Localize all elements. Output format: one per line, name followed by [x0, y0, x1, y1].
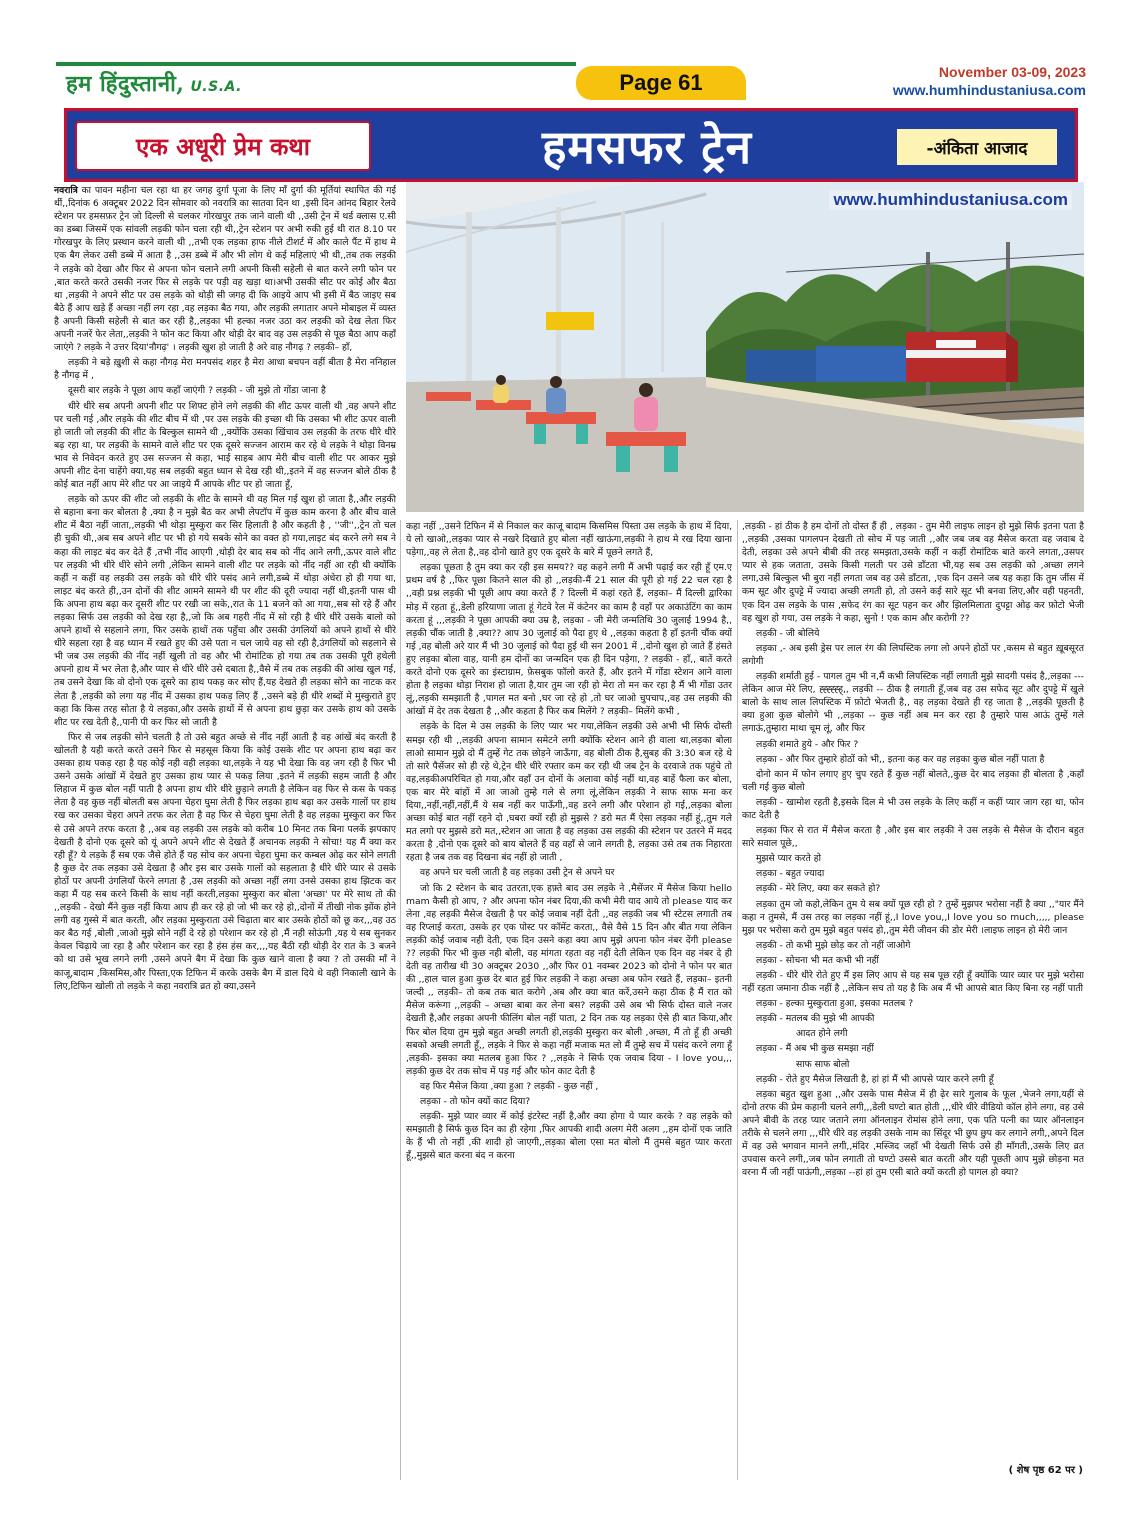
dialogue-line: साफ साफ बोलो	[796, 1058, 850, 1070]
story-headline: हमसफर ट्रेन	[541, 120, 753, 174]
dialogue-line: मुझसे प्यार करते हो	[756, 853, 821, 865]
story-title-banner	[64, 108, 1078, 182]
article-paragraph: जो कि 2 स्टेशन के बाद उतरता,एक हफ़्ते बाद उस लड़के ने ,मैसेंजर में मैसेज किया hello mam कैसी हो आप, ? और अपना फोन नंबर दिया,की कभी मेरी याद आये तो please याद कर लेना ,वह लड़की मैसेज देखती है पर कोई जवाब नहीं देती ,,वह लड़की जब भी स्टेटस लगाती तब वह रिप्लाई करता, उसके हर एक पोस्ट पर कॉमेंट करता,, वैसे वैसे 15 दिन और बीत गया लेकिन लड़की कोई जवाब नही देती, एक दिन उसने कहा क्या आप मुझे अपना फोन नंबर देंगी please ?? लड़की फिर भी कुछ नही बोली, वह मांगता रहता वह नहीं देती लेकिन एक दिन वह नंबर दे ही देती वह तारीख थी 30 अक्टूबर 2030 ,,और फिर 01 नवम्बर 2023 को दोनो ने फोन पर बात की ,,हाल चाल हुआ कुछ देर बात हुई फिर लड़की ने कहा अच्छा अब फोन रखते हैं, लड़का– इतनी जल्दी ,, लड़की– तो कब तक बात करोगे ,अब और क्या बात करें,उसने कहा ठीक है मैं रात को मैसेज करूंगा ,,लड़की – अच्छा बाबा कर लेना बस? लड़की उसे अब भी सिर्फ दोस्त वाले नजर देखती है,और लड़का अपनी फीलिंग बोल नहीं पाता, 2 दिन तक यह लड़का ऐसे ही बात किया,और फिर बोल दिया तुम मुझे बहुत अच्छी लगती हो,लड़की मुस्कुरा कर बोली ,अच्छा, मैं तो हूँ ही अच्छी सबको अच्छी लगती हूँ,, लड़के ने फिर से कहा नहीं मजाक मत लो मैं तुम्हे सच में पसंद करने लगा हूँ ,लड़की- इसका क्या मतलब हुआ फिर ? ,,लड़के ने सिर्फ एक जवाब दिया - I love you,,, लड़की कुछ देर तक सोच में पड़ गई और फोन काट देती है	[406, 882, 732, 1077]
dialogue-line: लड़की - मेरे लिए, क्या कर सकते हो?	[756, 883, 881, 895]
website-link[interactable]: www.humhindustaniusa.com	[892, 82, 1086, 98]
article-paragraph: लड़का बहुत खुश हुआ ,,और उसके पास मैसेज में ही ढ़ेर सारे गुलाब के फूल ,भेजने लगा,यहीं से दोनो तरफ की प्रेम कहानी चलने लगी,,,डेली घण्टो बात होती ,,,धीरे धीरे वीडियो कॉल होने लगा, वह उसे अपने बीवी के तरह प्यार जताने लगा ऑनलाइन रोमांस होने लगा, एक पति पत्नी का प्यार ऑनलाइन तरीके से चलने लगा ,,,धीरे धीरे वह लड़की उसके नाम का सिंदूर भी छुप छुप कर लगाने लगी,,अपने दिल में वह उसे भगवान मानने लगी,,मंदिर ,मस्जिद जहाँ भी देखती सिर्फ उसे ही माँगती,,उसके लिए व्रत उपवास करने लगी,,जब फोन लगाती तो घण्टो उससे बात करती और यही पूछती आप मुझे छोड़ना मत वरना मैं जी नहीं पाऊंगी,,लड़का --हां हां तुम एसी बाते क्यों करती हो पागल हो क्या?	[742, 1088, 1084, 1179]
column-divider	[737, 520, 738, 1480]
dialogue-line: आदत होने लगी	[796, 1028, 848, 1040]
article-paragraph: कहा नहीं ,,उसने टिफिन में से निकाल कर काजू बादाम किसमिस पिस्ता उस लड़के के हाथ में दिया, ये लो खाओ,,लड़का प्यार से नखरे दिखाते हुए बोला नहीं खाऊंगा,लड़की ने हाथ मे रख दिया खाना पड़ेगा,,वह ले लेता है,,वह दोनो खाते हुए एक दूसरे के बारे में पूछने लगते हैं,	[406, 521, 732, 559]
dialogue-line: लड़का - बहुत ज्यादा	[756, 868, 825, 880]
article-paragraph: धीरे धीरे सब अपनी अपनी शीट पर शिफ्ट होने लगे लड़की की शीट ऊपर वाली थी ,वह अपने शीट पर चली गई ,और लड़के की शीट बीच में थी ,पर उस लड़के की इच्छा थी कि उसका भी शीट ऊपर वाली हो जाती जो लड़की की शीट के बिल्कुल सामने थी ,,क्योंकि उसका खिंचाव उस लड़की के तरफ धीरे धीरे बढ़ रहा था, पर लड़की के सामने वाले शीट पर एक दूसरे सज्जन आराम कर रहे थे लड़के ने थोड़ा विनम्र भाव से निवेदन करते हुए उस सज्जन से कहा, भाई साहब आप मेरी बीच वाली शीट पर आकर मुझे अपनी शीट देना चाहेंगे क्या,यह सब लड़की बहुत ध्यान से देख रही थी,,इतने में वह सज्जन बोले ठीक है कोई बात नहीं आप मेरे शीट पर आ जाइये मैं आपके शीट पर हो जाता हूँ,	[54, 400, 396, 491]
dialogue-line: लड़की - जी बोलिये	[756, 627, 820, 639]
article-paragraph: लड़की - धीरे धीरे रोते हुए मैं इस लिए आप से यह सब पूछ रही हूँ क्योंकि प्यार व्यार पर मुझे भरोसा नहीं रहता जमाना ठीक नहीं है ,,लेकिन सच तो यह है कि अब मैं भी आपसे बात किए बिना रह नहीं पाती	[742, 970, 1084, 995]
page-number: Page 61	[619, 70, 703, 95]
article-paragraph: लड़का फिर से रात में मैसेज करता है ,और इस बार लड़की ने उस लड़के से मैसेज के दौरान बहुत सारे सवाल पूछे,,	[742, 825, 1084, 850]
article-column-3	[742, 520, 1084, 1484]
article-paragraph: लड़की शर्माती हुई - पागल तुम भी न,मैं कभी लिपस्टिक नहीं लगाती मुझे सादगी पसंद है,,लड़का --- लेकिन आज मेरे लिए, ह्ह्ह्ह्ह्ह्,, लड़की -- ठीक है लगाती हूँ,जब वह उस सफेद सूट और दुपट्टे में खुले बालो के साथ लाल लिपस्टिक में फ़ोटो भेजती है,, वह लड़का देखते ही रह जाता है ,,लड़की पूछती है क्या हुआ कुछ बोलोगे भी ,,लड़का -- कुछ नहीं अब मन कर रहा है तुम्हारे पास आऊं तुम्हें गले लगाऊं,तुम्हारा माथा चूम लूं, और फिर	[742, 671, 1084, 735]
publication-name	[66, 68, 242, 98]
dialogue-line: लड़की - तो कभी मुझे छोड़ कर तो नहीं जाओगे	[756, 939, 911, 951]
article-paragraph: लड़का तुम जो कहो,लेकिन तुम ये सब क्यों पूछ रही हो ? तुम्हें मुझपर भरोसा नहीं है क्या ,,"यार मैंने कहा न तुमसे, मैं उस तरह का लड़का नहीं हूं,,I love you,,I love you so much,,,,, please मुझ पर भरोसा करो तुम मुझे बहुत पसंद हो,,तुम मेरी जीवन की डोर मेरी ।लाइफ लाइन हो मेरी जान	[742, 898, 1084, 936]
article-paragraph: लड़की - रोते हुए मैसेज लिखती है, हां हां मैं भी आपसे प्यार करने लगी हूँ	[756, 1073, 994, 1085]
article-paragraph: लड़की - खामोश रहती है,इसके दिल मे भी उस लड़के के लिए कहीं न कहीं प्यार जाग रहा था, फोन काट देती है	[742, 796, 1084, 821]
article-column-1	[54, 184, 396, 1484]
article-paragraph	[54, 184, 396, 354]
article-paragraph: लड़की ने बड़े ख़ुशी से कहा नौगढ़ मेरा मनपसंद शहर है मेरा आधा बचपन वहीं बीता है मेरा ननिहाल है नौगढ़ में ,	[54, 357, 396, 382]
photo-watermark: www.humhindustaniusa.com	[829, 190, 1072, 210]
article-column-2	[406, 520, 732, 1484]
article-paragraph: ,लड़की - हां ठीक है हम दोनों तो दोस्त हैं ही , लड़का - तुम मेरी लाइफ लाइन हो मुझे सिर्फ इतना पता है ,,लड़की ,उसका पागलपन देखती तो सोच में पड़ जाती ,,और जब जब वह मैसेज करता वह जवाब दे देती, लड़का उसे अपने बीबी की तरह समझता,उसके कहीं न कहीं रोमांटिक बाते करने लगता,,उसपर प्यार से हक जताता, उसके किसी गलती पर उसे डाँटता भी,यह सब उस लड़की को ,अच्छा लगने लगा,उसे बिल्कुल भी बुरा नहीं लगता जब वह उसे डाँटता, ,एक दिन उसने जब यह कहा कि तुम जींस में कम सूट और दुपट्टे में ज्यादा अच्छी लगती हो, तो उसने कई सारे सूट भी बनवा लिए,और वही पहनती, एक दिन उस लड़के के पास ,सफेद रंग का सूट पहन कर और झिलमिलाता दुपट्टा ओढ़ कर फ़ोटो भेजी वह खुश हो गया, उस लड़के ने कहा, सुनो ! एक काम और करोगी ??	[742, 521, 1084, 624]
article-paragraph: दूसरी बार लड़के ने पूछा आप कहाँ जाएंगी ? लड़की - जी मुझे तो गोंडा जाना है	[68, 385, 326, 397]
article-paragraph: फिर से जब लड़की सोने चलती है तो उसे बहुत अच्छे से नींद नहीं आती है वह आंखें बंद करती है खोलती है यही करते करते उसने फिर से महसूस किया कि कोई उसके शीट पर अपना हाथ बढ़ा कर उसका हाथ पकड़ रहा है यह कोई नही वही लड़का था,लड़के ने यह भी देखा कि वह जग रही है फिर भी उसने उसके आंखों में देखते हुए उसका हाथ प्यार से पकड़ लिया ,इतने में लड़की सहम जाती है और लिहाज में कुछ बोल नहीं पाती है अपना हाथ धीरे धीरे छुड़ाने लगती है लेकिन वह फिर से कस के पकड़ लेता है वह कुछ नहीं बोलती बस अपना चेहरा घुमा लेती है फिर लड़का हाथ बढ़ा कर उसके गालों पर हाथ रख कर उसका चेहरा अपने तरफ कर लेता है वह फिर से चेहरा घुमा लेती है वह लड़का मुस्कुरा कर फिर से उसे अपने तरफ करता है ,,अब वह लड़की उस लड़के को करीब 10 मिनट तक बिना पलकें झपकाए देखती है दोनो एक दूसरे को यूं अपने अपने शीट से देखते हैं अचानक लड़की ने सोचा! यह मैं क्या कर रही हूँ? ये लड़के हैं सब एक जैसे होते हैं यह सोच कर अपना चेहरा घुमा कर कम्बल ओढ़ कर सोने लगती है कुछ देर तक लड़का उसे देखता है और इस बार उसके गालों को सहलाता है धीरे धीरे प्यार से उसके होठों पर अपनी उंगलियाँ फेरने लगता है ,उस लड़की को अच्छा नहीं लगा उनसे उसका हाथ झिटक कर कहा मैं यह सब करने किसी के साथ नहीं करती,लड़का मुस्कुरा कर बोला 'अच्छा' पर मेरे साथ तो की ,,लड़की - देखो मैंने कुछ नहीं किया आप ही कर रहे हो जो भी कर रहे हो,,दोनों में तीखी नोक झोंक होने लगी वह गुस्से में बात करती, और लड़का मुस्कुराता उसे चिढ़ाता बार बार उसके होठों को छू कर,,,वह उठ कर बैठ गई ,बोली ,जाओ मुझे सोने नहीं दे रहे हो परेशान कर रहे हो ,मैं नही सोऊंगी ,यह ये सब सुनकर केवल चिढ़ाये जा रहा है और परेशान कर रहा है हंस हंस कर,,,,यह बैठी रही थोड़ी देर रात के 3 बजने को था उसे भूख लगने लगी ,उसने अपने बैग में देखा कि कुछ खाने वाला है क्या ? तो उसकी माँ ने काजू,बादाम ,किसमिस,और पिस्ता,एक टिफिन में करके उसके बैग में डाल दिये थे वही निकाली खाने के लिए,टिफिन खोली तो लड़के ने कहा नवरात्रि व्रत हो क्या,उसने	[54, 731, 396, 992]
page-number-badge	[576, 66, 746, 100]
publication-brand: हम हिंदुस्तानी,	[66, 71, 185, 97]
masthead-rule	[56, 62, 576, 66]
story-series-tag: एक अधूरी प्रेम कथा	[75, 121, 371, 171]
paragraph-text: का पावन महीना चल रहा था हर जगह दुर्गा पूजा के लिए माँ दुर्गा की मूर्तियां स्थापित की गई थीं,,दिनांक 6 अक्टूबर 2022 दिन सोमवार को नवरात्रि का सातवा दिन था ,इसी दिन आंनद बिहार रेलवे स्टेशन पर हमसफ़र ट्रेन जो दिल्ली से चलकर गोरखपुर तक जाने वाली थी ,,उसी ट्रेन में थर्ड क्लास ए.सी का डब्बा जिसमें एक सांवली लड़की फोन चला रही थी,,ट्रेन स्टेशन पर अभी रुकी हुई थी रात 8.10 पर गोरखपुर के लिए प्रस्थान करने वाली थी ,,तभी एक लड़का हाफ नीले टीशर्ट में और काले पैंट में हाथ मे एक बैग लेकर उसी डब्बे में आता है ,,उस डब्बे में और भी लोग थे कई महिलाएं भी थी,,तब तक लड़की ने लड़के को देखा और फिर से अपना फोन चलाने लगी अपनी किसी सहेली से बात करने लगी फोन पर ,बात करते करते उसकी नजर फिर से लड़के पर पड़ी वह खड़ा था।अभी उसकी सीट पर कोई और बैठा था ,लड़की ने अपने सीट पर उस लड़के को थोड़ी सी जगह दी कि आइये आप भी इसी में बैठ जाइए सब बैठे हैं आप खड़े हैं अच्छा नहीं लग रहा ,वह लड़का बैठ गया, और लड़की लगातार अपने मोबाइल में व्यस्त है अपनी किसी सहेली से बात कर रही है,,लड़का भी हल्का नजर उठा कर लड़की को देख लेता फिर अपनी नजरें फेर लेता,,लड़की ने फोन कट किया और थोड़ी देर बाद वह उस लड़की से पूछ बैठा आप कहाँ जाएंगे ? लड़के ने उत्तर दिया'नौगढ़' । लड़की खुश हो जाती है अरे वाह नौगढ़ ? लड़की– हाँ,	[54, 185, 396, 354]
continued-on-page-note: ( शेष पृष्ठ 62 पर )	[1008, 1465, 1083, 1476]
dialogue-line: लड़का - सोचना भी मत कभी भी नहीं	[756, 954, 879, 966]
dialogue-line: लड़का - मैं अब भी कुछ समझा नहीं	[756, 1043, 874, 1055]
article-paragraph: दोनो कान में फोन लगाए हुए चुप रहते हैं कुछ नहीं बोलते,,कुछ देर बाद लड़का ही बोलता है ,कहाँ चली गई कुछ बोलो	[742, 768, 1084, 793]
article-paragraph: लड़का ,- अब इसी ड्रेस पर लाल रंग की लिपस्टिक लगा लो अपने होठों पर ,कसम से बहुत ख़ूबसूरत लगोगी	[742, 642, 1084, 667]
dialogue-line: लड़की - मतलब की मुझे भी आपकी	[756, 1013, 875, 1025]
dialogue-line: लड़की शमाते हुये - और फिर ?	[756, 738, 859, 750]
issue-date: November 03-09, 2023	[938, 64, 1086, 80]
story-author: -अंकिता आजाद	[897, 129, 1057, 165]
lead-word: नवरात्रि	[54, 185, 78, 196]
article-paragraph: लड़का - और फिर तुम्हारे होठों को भी,, इतना कह कर वह लड़का कुछ बोल नहीं पाता है	[756, 753, 1045, 765]
dialogue-line: लड़का - हल्का मुस्कुराता हुआ, इसका मतलब ?	[756, 998, 914, 1010]
railway-platform-illustration	[406, 182, 1084, 512]
masthead	[56, 62, 1086, 102]
article-paragraph: लड़के के दिल मे उस लड़की के लिए प्यार भर गया,लेकिन लड़की उसे अभी भी सिर्फ दोस्ती समझ रही थी ,,लड़की अपना सामान समेटने लगी क्योंकि स्टेशन आने ही वाला था,लड़का बोला लाओ सामान मुझे दो मैं तुम्हें गेट तक छोड़ने जाऊँगा, वह बोली ठीक है,सुबह की 3:30 बज रहे थे तो सारे पैसेंजर सो ही रहे थे,ट्रेन धीरे धीरे रफ्तार कम कर रही थी जब ट्रेन के दरवाजे तक पहुंचे तो वह,लड़कीअपरिचित हो गया,और वहाँ उन दोनों के अलावा कोई नहीं था,वह बाहें फैला कर बोला, एक बार मेरे बांहों में आ जाओ तुम्हे गले से लगा लूं,लेकिन लड़की ने साफ साफ मना कर दिया,,नहीं,नहीं,नहीं,मैं ये सब नहीं कर पाऊँगी,,वह डरने लगी और परेशान हो गई,,लड़का बोला अच्छा कोई बात नहीं रहने दो ,घबरा क्यों रही हो मुझसे ? डरो मत मैं ऐसा लड़का नहीं हूं,,तुम गले मत लगो पर मुझसे डरो मत,,स्टेशन आ जाता है वह लड़का उस लड़की की स्टेशन पर उतरने में मदद करता है ,दोनो एक दूसरे को बाय बोलते हैं वह वहाँ से जाने लगती है, लड़का उसे तब तक निहारता रहता है जब तक वह दिखना बंद नहीं हो जाती ,	[406, 721, 732, 864]
railway-platform-photo	[406, 182, 1084, 512]
article-paragraph: वह फिर मैसेज किया ,क्या हुआ ? लड़की - कुछ नहीं ,	[420, 1080, 599, 1092]
article-paragraph: लड़के को ऊपर की शीट जो लड़की के शीट के सामने थी वह मिल गई खुश हो जाता है,,और लड़की से बहाना बना कर बोलता है ,क्या है न मुझे बैठ कर अभी लेपटॉप में कुछ काम करना है और बीच वाले शीट में बैठा नहीं जाता,,लड़की भी थोड़ा मुस्कुरा कर सिर हिलाती है और कहती है , ''जी'',,ट्रेन तो चल ही चुकी थी,,अब सब अपने शीट पर भी हो गये सबके सोने का वक्त हो गया,लाइट बंद करने लगे सब ने कहा की लाइट बंद कर देते हैं ,तभी नींद आएगी ,थोड़ी देर बाद सब को नींद आने लगी,,ऊपर वाले शीट पर लड़की भी धीरे धीरे सोने लगी ,लेकिन सामने वाली शीट पर लड़के को नींद नहीं आ रही थी क्योंकि कहीं न कहीं वह लड़की उस लड़के को धीरे धीरे पसंद आने लगी,डब्बे में थोड़ा अंधेरा हो ही गया था, लाइट बंद करते ही,,उन दोनों की शीट आमने सामने थी पर शीट की दूरी ज्यादा नहीं थी,इतनी पास थी कि अपना हाथ बढ़ा कर दूसरी शीट पर रखी जा सके,,रात के 11 बजने को आ गया,,सब सो रहे हैं और लड़का सिर्फ उस लड़की को देख रहा है,,जो कि अब गहरी नींद में सो रही है धीरे धीरे उसके बालो को अपने हाथों से सहलाने लगा, फिर उसके हाथों तक पहुँचा और उसकी उंगलियों को अपने हाथों से धीरे धीरे सहला रहा है वह ध्यान में रखते हुए की उसे पता न चल जाये वह सो रही है,उंगलियों को सहलाने से भी जब उस लड़की की नींद नहीं खुली तो वह और भी रोमांटिक हो गया तब तक उसकी पूरी हथेली अपनो हाथ में भर लेता है,और प्यार से धीरे धीरे उसे दबाता है,,वैसे में तब तक लड़की की आंख खुल गई, तब उसने देखा कि वो दोनो एक दूसरे का हाथ पकड़ कर सोए हैं,यह देखते ही लड़का सोने का नाटक कर लेता है ,लड़की को लगा यह नींद में उसका हाथ पकड़ लिए हैं ,,उसने बड़े ही धीरे शब्दों मे मुस्कुराते हुए कहा कि किस तरह सोता है ये लड़का,और उसके हाथों में से अपना हाथ छुड़ा कर उसके हाथ को उसके शीट पर रख देती है,,पानी पी कर फिर सो जाती है	[54, 494, 396, 728]
article-paragraph: लड़की- मुझे प्यार व्यार में कोई इंटरेस्ट नहीं है,और क्या होगा ये प्यार करके ? वह लड़के को समझाती है सिर्फ कुछ दिन का ही रहेगा ,फिर आपकी शादी अलग मेरी अलग ,,हम दोनों एक जाति के हैं भी तो नहीं ,की शादी हो जाएगी,,लड़का बोला एसा मत बोलो मैं तुमसे बहुत प्यार करता हूँ,,मुझसे बात करना बंद न करना	[406, 1111, 732, 1162]
publication-region: U.S.A.	[190, 79, 242, 95]
article-paragraph: लड़का पूछता है तुम क्या कर रही इस समय?? वह कहने लगी मैं अभी पढ़ाई कर रही हूँ एम.ए प्रथम वर्ष है ,,फिर पूछा कितने साल की हो ,,लड़की-मैं 21 साल की पूरी हो गई 22 चल रहा है ,,वही प्रश्न लड़की भी पूछी आप क्या करते हैं ? दिल्ली में कहां रहते हैं, लड़का– मैं दिल्ली द्वारिका मोड़ में रहता हूं,,डेली हरियाणा जाता हूं गेटवे रेल में कंटेनर का काम है वहाँ पर अकाउंटिंग का काम करता हूं ,,,लड़की ने पूछा आपकी क्या उम्र है, लड़का - जी मेरी जन्मतिथि 30 जुलाई 1994 है,, लड़की चौंक जाती है ,क्या?? आप 30 जुलाई को पैदा हुए थे ,,लड़का कहता है हाँ इतनी चौंक क्यों गई ,वह बोली अरे यार मैं भी 30 जुलाई को पैदा हुई थी सन 2001 में ,,दोनो खुश हो जाते हैं हंसते हुए लड़का बोला वाह, यानी हम दोनों का जन्मदिन एक ही दिन पड़ेगा, ? लड़की - हाँ,, बातें करते करते दोनो एक दूसरे का इंस्टाग्राम, फ़ेसबुक फॉलो करते हैं, और इतने में गोंडा स्टेशन आने वाला होता है लड़का थोड़ा निराश हो जाता है,यार तुम जा रही हो मेरा तो मन कर रहा है मैं भी गोंडा उतर लूं,,लड़की समझाती है ,पागल मत बनो ,घर जा रहे हो ,तो घर जाओ चुपचाप,,वह उस लड़की की आंखों में देर तक देखता है ,,और कहता है फिर कब मिलेंगे ? लड़की– मिलेंगे कभी ,	[406, 562, 732, 718]
article-paragraph: लड़का - तो फोन क्यों काट दिया?	[420, 1096, 531, 1108]
column-divider	[400, 520, 401, 1480]
article-paragraph: वह अपने घर चली जाती है वह लड़का उसी ट्रेन से अपने घर	[420, 867, 615, 879]
